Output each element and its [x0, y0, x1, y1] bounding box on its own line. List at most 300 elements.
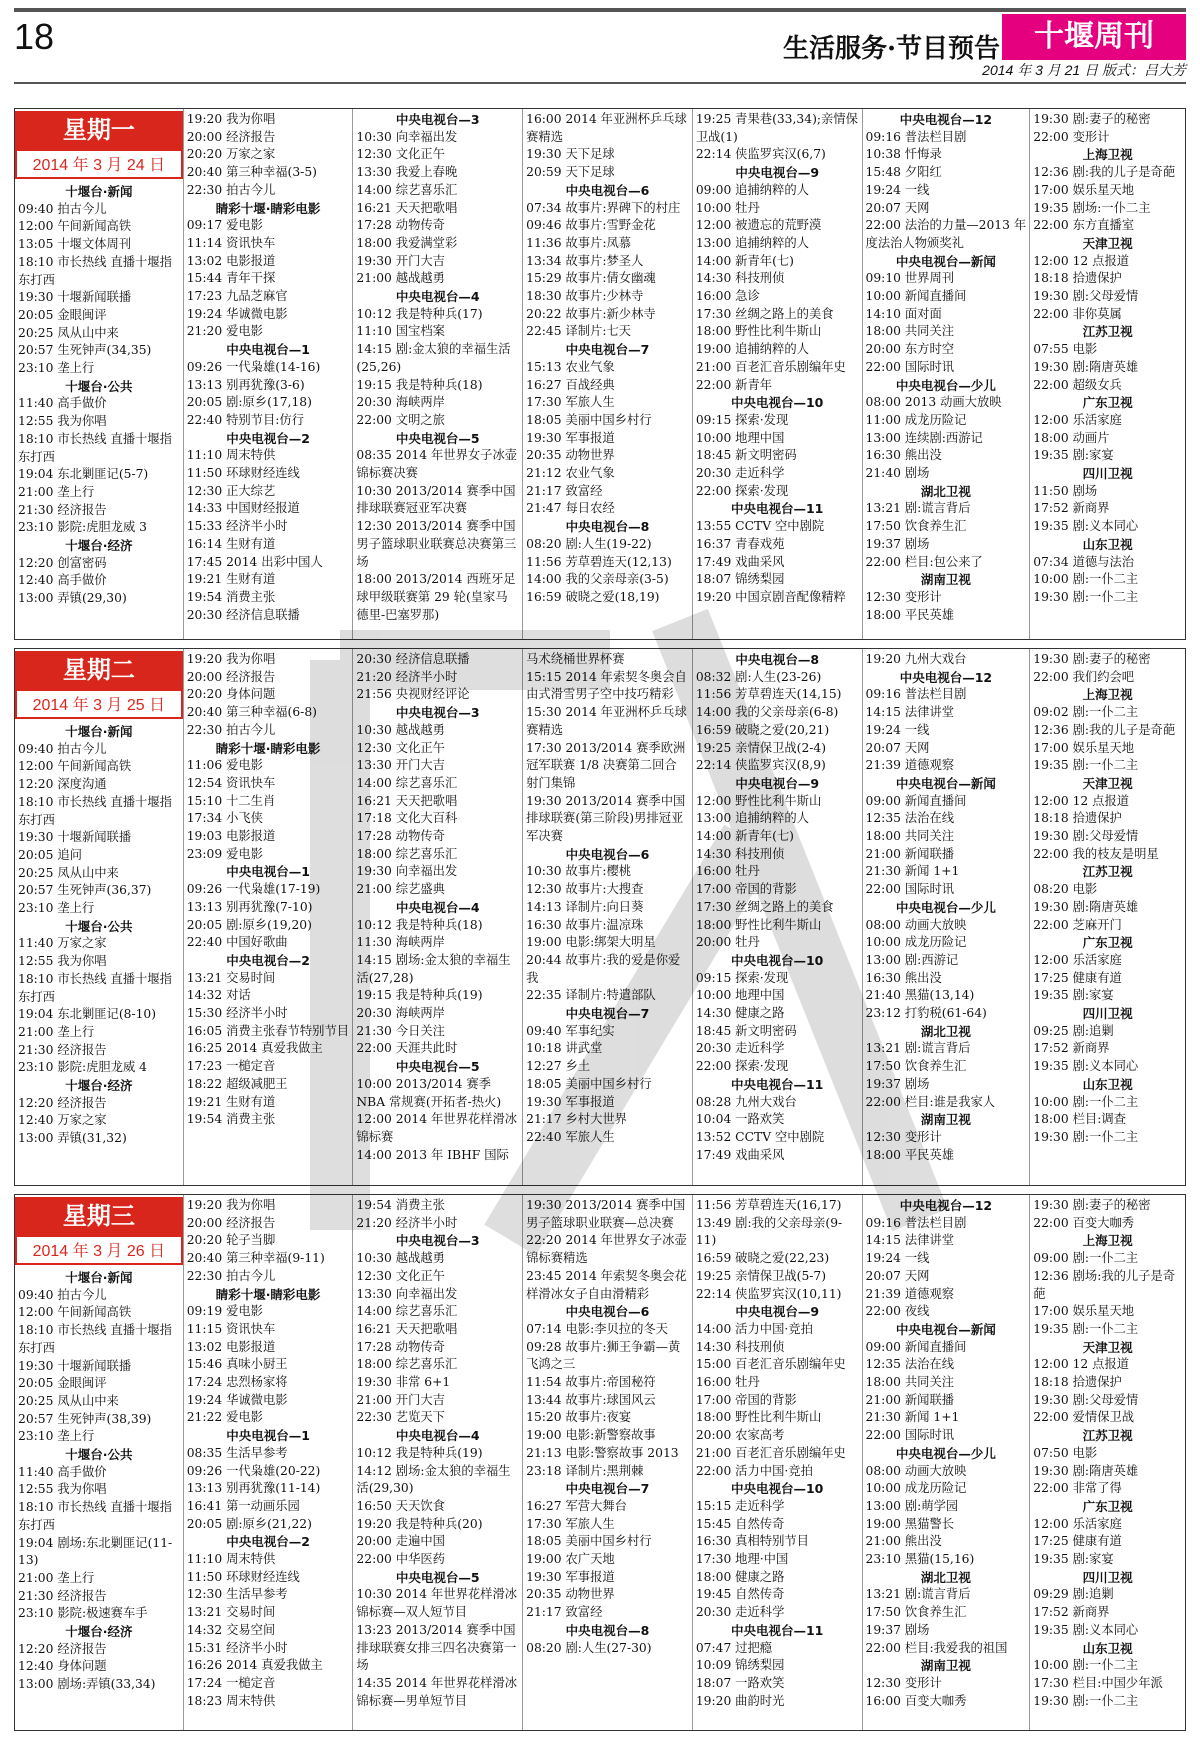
program-entry: 21:00 综艺盛典: [356, 882, 445, 897]
program-entry: 13:21 剧:谎言背后: [865, 1041, 971, 1056]
program-entry: 10:00 成龙历险记: [865, 1481, 967, 1496]
program-entry: 18:05 美丽中国乡村行: [526, 1076, 652, 1091]
program-entry: 18:10 市长热线 直播十堰指东打西: [18, 971, 172, 1004]
program-entry: 18:00 野性比利牛斯山: [695, 1410, 822, 1425]
channel-heading: 中央电视台—11: [730, 501, 824, 517]
program-entry: 15:20 故事片:夜宴: [526, 1410, 632, 1425]
program-entry: 10:00 牡丹: [695, 200, 760, 215]
program-entry: 10:12 我是特种兵(19): [356, 1445, 483, 1460]
program-entry: 10:00 剧:一仆二主: [1033, 1094, 1139, 1109]
program-entry: 20:05 剧:原乡(21,22): [186, 1516, 312, 1531]
program-entry: 09:00 剧:一仆二主: [1033, 1251, 1139, 1266]
program-entry: 12:00 野性比利牛斯山: [695, 793, 822, 808]
program-entry: 18:10 市长热线 直播十堰指东打西: [18, 1500, 172, 1532]
program-entry: 12:40 身体问题: [18, 1659, 107, 1674]
program-entry: 23:10 影院:虎胆龙威 4: [18, 1060, 148, 1075]
program-entry: 16:59 破晓之爱(20,21): [695, 722, 830, 737]
program-entry: 12:36 剧:我的儿子是奇葩: [1033, 165, 1176, 180]
program-entry: 14:12 剧场:金太狼的幸福生活(29,30): [356, 1463, 511, 1496]
program-entry: 14:35 2014 年世界花样滑冰锦标赛—男单短节目: [356, 1675, 518, 1708]
channel-heading: 十堰台·新闻: [65, 1270, 133, 1285]
program-entry: 08:35 2014 年世界女子冰壶锦标赛决赛: [356, 448, 518, 481]
program-entry: 17:30 2013/2014 赛季欧洲冠军联赛 1/8 决赛第二回合射门集锦: [526, 740, 686, 790]
program-entry: 22:40 特别节目:仿行: [186, 412, 304, 427]
program-entry: 18:00 综艺喜乐汇: [356, 1357, 458, 1372]
program-entry: 11:40 高手做价: [18, 1464, 107, 1479]
channel-heading: 中央电视台—5: [395, 1569, 480, 1585]
channel-heading: 天津卫视: [1082, 775, 1133, 791]
program-entry: 18:10 市长热线 直播十堰指东打西: [18, 254, 172, 287]
program-entry: 10:30 越战越勇: [356, 722, 445, 737]
program-entry: 20:05 金眼闽评: [18, 307, 107, 322]
program-entry: 22:00 探索·发现: [695, 483, 789, 498]
program-entry: 09:26 一代枭雄(14-16): [186, 359, 321, 374]
program-entry: 18:00 健康之路: [695, 1569, 785, 1584]
channel-heading: 中央电视台—8: [565, 1622, 650, 1638]
program-entry: 19:30 向幸福出发: [356, 864, 458, 879]
program-entry: 21:20 爱电影: [186, 324, 263, 339]
program-entry: 09:26 一代枭雄(17-19): [186, 882, 321, 897]
channel-heading: 中央电视台—2: [226, 952, 310, 968]
program-entry: 22:00 活力中国·竞拍: [695, 1463, 813, 1478]
program-entry: 12:20 经济报告: [18, 1641, 107, 1656]
program-entry: 18:00 共同关注: [865, 829, 955, 844]
program-entry: 20:05 剧:原乡(17,18): [186, 395, 312, 410]
program-entry: 22:00 我的枝友是明星: [1033, 846, 1159, 861]
program-entry: 15:46 真味小厨王: [186, 1357, 288, 1372]
program-entry: 15:15 2014 年索契冬奥会自由式滑雪男子空中技巧精彩: [526, 669, 687, 702]
program-entry: 19:30 2013/2014 赛季中国排球联赛(第三阶段)男排冠亚军决赛: [526, 793, 686, 844]
program-entry: 12:55 我为你唱: [18, 954, 107, 969]
program-entry: 14:15 法律讲堂: [865, 1233, 955, 1248]
program-entry: 11:30 海峡两岸: [356, 935, 445, 950]
program-entry: 22:00 百变大咖秀: [1033, 1215, 1135, 1230]
program-entry: 08:20 电影: [1033, 882, 1098, 897]
program-entry: 13:34 故事片:梦圣人: [526, 253, 644, 268]
program-entry: 08:00 动画大放映: [865, 1463, 967, 1478]
program-entry: 10:00 地理中国: [695, 988, 785, 1003]
program-entry: 20:30 走近科学: [695, 1605, 785, 1620]
program-entry: 20:00 经济报告: [186, 669, 276, 684]
program-entry: 17:18 文化大百科: [356, 811, 458, 826]
program-entry: 12:00 被遗忘的荒野漠: [695, 218, 822, 233]
program-entry: 17:30 丝绸之路上的美食: [695, 306, 834, 321]
program-entry: 20:30 海峡两岸: [356, 1006, 445, 1021]
program-entry: 19:35 剧:义本同心: [1033, 1622, 1139, 1637]
program-entry: 11:40 万家之家: [18, 936, 107, 951]
program-entry: 11:50 剧场: [1033, 483, 1098, 498]
schedule-column: [15, 649, 184, 1185]
program-entry: 09:26 一代枭雄(20-22): [186, 1463, 321, 1478]
program-entry: 12:00 乐活家庭: [1033, 1516, 1122, 1531]
program-entry: 19:30 剧:妻子的秘密: [1033, 112, 1151, 126]
program-entry: 17:52 新商界: [1033, 501, 1110, 516]
program-entry: 13:13 别再犹豫(11-14): [186, 1481, 321, 1496]
program-entry: 21:56 央视财经评论: [356, 687, 470, 702]
program-entry: 19:30 十堰新闻联播: [18, 830, 132, 845]
program-entry: 09:16 普法栏目剧: [865, 687, 967, 702]
channel-heading: 十堰台·公共: [65, 1447, 133, 1463]
program-entry: 08:00 动画大放映: [865, 917, 967, 932]
program-entry: 13:00 弄镇(29,30): [18, 591, 127, 606]
program-entry: 10:00 地理中国: [695, 430, 785, 445]
channel-heading: 中央电视台—新闻: [895, 1321, 996, 1337]
program-entry: 19:25 青果巷(33,34);亲情保卫战(1): [695, 112, 858, 144]
program-entry: 15:33 经济半小时: [186, 519, 288, 534]
channel-heading: 十堰台·公共: [65, 918, 133, 934]
program-entry: 12:40 高手做价: [18, 573, 107, 588]
program-entry: 09:28 故事片:狮王争霸—黄飞鸿之三: [526, 1339, 681, 1372]
program-entry: 19:21 生财有道: [186, 572, 276, 587]
program-entry: 12:36 剧:我的儿子是奇葩: [1033, 722, 1176, 737]
program-entry: 17:45 2014 出彩中国人: [186, 554, 323, 569]
program-entry: 15:15 走近科学: [695, 1498, 785, 1513]
program-entry: 11:15 资讯快车: [186, 1321, 276, 1336]
schedule-column: [693, 649, 863, 1185]
channel-heading: 中央电视台—9: [735, 165, 820, 181]
program-entry: 18:05 美丽中国乡村行: [526, 412, 652, 427]
program-entry: 09:02 剧:一仆二主: [1033, 705, 1139, 720]
program-entry: 07:14 电影:李贝拉的冬天: [526, 1321, 668, 1336]
program-entry: 22:40 中国好歌曲: [186, 935, 288, 950]
program-entry: 09:00 新闻直播间: [865, 793, 967, 808]
program-entry: 16:21 天天把歌唱: [356, 200, 458, 215]
program-entry: 14:00 我的父亲母亲(3-5): [526, 572, 669, 587]
program-entry: 20:00 牡丹: [695, 935, 760, 950]
program-entry: 14:32 交易空间: [186, 1622, 276, 1637]
program-entry: 12:30 文化正午: [356, 1268, 445, 1283]
program-entry: 21:00 垄上行: [18, 1570, 95, 1585]
channel-heading: 中央电视台—新闻: [895, 253, 996, 269]
program-entry: 12:30 文化正午: [356, 740, 445, 755]
dateline: 2014 年 3 月 21 日 版式：吕大芳: [982, 62, 1186, 78]
program-entry: 11:54 故事片:帝国秘符: [526, 1375, 656, 1390]
program-entry: 14:13 译制片:向日葵: [526, 899, 644, 914]
program-entry: 22:30 拍古今儿: [186, 1268, 276, 1283]
program-entry: 18:00 平民英雄: [865, 1147, 955, 1162]
channel-heading: 中央电视台—2: [226, 1534, 310, 1550]
program-entry: 18:05 美丽中国乡村行: [526, 1534, 652, 1549]
channel-heading: 中央电视台—5: [395, 430, 480, 446]
program-entry: 08:35 生活早参考: [186, 1445, 288, 1460]
day-block-monday: [14, 108, 1186, 640]
program-entry: 23:10 垄上行: [18, 361, 95, 376]
channel-heading: 山东卫视: [1082, 1076, 1133, 1092]
program-entry: 13:30 向幸福出发: [356, 1286, 458, 1301]
program-entry: 22:30 拍古今儿: [186, 722, 276, 737]
program-entry: 11:14 资讯快车: [186, 235, 276, 250]
program-entry: 22:00 非你莫属: [1033, 306, 1122, 321]
program-entry: 23:12 打豹税(61-64): [865, 1006, 987, 1021]
program-entry: 19:35 剧:义本同心: [1033, 1059, 1139, 1074]
program-entry: 14:00 新青年(七): [695, 253, 794, 268]
program-entry: 18:00 栏目:调查: [1033, 1112, 1126, 1127]
channel-heading: 中央电视台—9: [735, 775, 820, 791]
channel-heading: 广东卫视: [1082, 1498, 1133, 1514]
program-entry: 23:18 译制片:黑荆棘: [526, 1463, 644, 1478]
program-entry: 10:00 剧:一仆二主: [1033, 1658, 1139, 1673]
program-entry: 13:21 剧:谎言背后: [865, 1587, 971, 1602]
program-entry: 19:25 亲情保卫战(2-4): [695, 740, 827, 755]
program-entry: 17:28 动物传奇: [356, 829, 445, 844]
program-entry: 22:00 国际时讯: [865, 882, 955, 897]
program-entry: 20:00 走遍中国: [356, 1534, 445, 1549]
program-entry: 21:40 黑猫(13,14): [865, 988, 975, 1003]
program-entry: 20:57 生死钟声(36,37): [18, 883, 152, 898]
program-entry: 16:30 真相特别节目: [695, 1534, 809, 1549]
program-entry: 17:30 军旅人生: [526, 395, 615, 410]
weekday-date: 2014 年 3 月 26 日: [15, 1235, 183, 1265]
program-entry: 16:30 熊出没: [865, 448, 942, 463]
program-entry: 19:25 亲情保卫战(5-7): [695, 1268, 827, 1283]
program-entry: 19:54 消费主张: [186, 1112, 276, 1127]
program-entry: 17:28 动物传奇: [356, 1339, 445, 1354]
program-entry: 10:18 讲武堂: [526, 1041, 603, 1056]
program-entry: 20:30 海峡两岸: [356, 395, 445, 410]
program-entry: 21:00 新闻联播: [865, 1392, 955, 1407]
program-entry: 22:00 非常了得: [1033, 1481, 1122, 1496]
program-entry: 19:20 我为你唱: [186, 112, 276, 126]
program-entry: 18:00 野性比利牛斯山: [695, 324, 822, 339]
program-entry: 11:56 芳草碧连天(12,13): [526, 554, 672, 569]
program-entry: 19:20 中国京剧音配像精粹: [695, 589, 846, 604]
program-entry: 13:55 CCTV 空中剧院: [695, 519, 825, 534]
program-entry: 19:30 剧:一仆二主: [1033, 589, 1139, 604]
program-entry: 17:49 戏曲采风: [695, 1147, 785, 1162]
program-entry: 22:00 爱情保卫战: [1033, 1410, 1135, 1425]
program-entry: 11:50 环球财经连线: [186, 1569, 300, 1584]
program-entry: 07:47 过把瘾: [695, 1640, 773, 1655]
program-entry: 17:00 帝国的背影: [695, 1392, 797, 1407]
program-entry: 19:00 电影:绑架大明星: [526, 935, 656, 950]
channel-heading: 中央电视台—6: [565, 1304, 650, 1320]
channel-heading: 上海卫视: [1082, 147, 1133, 163]
program-entry: 14:15 剧:金太狼的幸福生活(25,26): [356, 342, 511, 374]
program-entry: 15:13 农业气象: [526, 359, 615, 374]
program-entry: 16:59 破晓之爱(22,23): [695, 1251, 830, 1266]
program-entry: 18:10 市长热线 直播十堰指东打西: [18, 1323, 172, 1355]
program-entry: 19:54 消费主张: [186, 589, 276, 604]
program-entry: 22:45 译制片:七天: [526, 324, 632, 339]
program-entry: 09:40 拍古今儿: [18, 201, 107, 216]
program-entry: 07:55 电影: [1033, 342, 1098, 357]
program-entry: 17:30 栏目:中国少年派: [1033, 1675, 1163, 1690]
program-entry: 19:35 剧:一仆二主: [1033, 758, 1139, 773]
program-entry: 19:00 电影:新警察故事: [526, 1428, 656, 1443]
program-entry: 18:00 野性比利牛斯山: [695, 917, 822, 932]
program-entry: 20:22 故事片:新少林寺: [526, 306, 656, 321]
program-entry: 13:00 追捕纳粹的人: [695, 811, 809, 826]
channel-heading: 中央电视台—少儿: [895, 1445, 996, 1461]
program-entry: 19:24 一线: [865, 182, 930, 197]
program-entry: 21:40 剧场: [865, 466, 930, 481]
program-entry: 18:22 超级减肥王: [186, 1076, 288, 1091]
program-entry: 08:32 剧:人生(23-26): [695, 669, 822, 684]
program-entry: 19:30 剧:一仆二主: [1033, 1129, 1139, 1144]
program-entry: 23:10 黑猫(15,16): [865, 1552, 975, 1567]
channel-heading: 湖南卫视: [920, 1658, 971, 1674]
channel-heading: 四川卫视: [1082, 466, 1133, 482]
program-entry: 14:00 新青年(七): [695, 829, 794, 844]
program-entry: 14:00 综艺喜乐汇: [356, 1304, 458, 1319]
program-entry: 14:30 科技刑侦: [695, 271, 785, 286]
program-entry: 10:30 向幸福出发: [356, 129, 458, 144]
program-entry: 12:00 午间新闻高铁: [18, 1305, 132, 1320]
program-entry: 10:30 2014 年世界花样滑冰锦标赛—双人短节目: [356, 1587, 518, 1620]
program-entry: 14:00 综艺喜乐汇: [356, 182, 458, 197]
program-entry: 15:10 十二生肖: [186, 793, 276, 808]
program-entry: 14:00 综艺喜乐汇: [356, 775, 458, 790]
program-entry: 16:00 百变大咖秀: [865, 1693, 967, 1708]
program-entry: 20:59 天下足球: [526, 165, 615, 180]
program-entry: 20:57 生死钟声(34,35): [18, 343, 152, 358]
program-entry: 19:30 天下足球: [526, 147, 615, 162]
program-entry: 19:30 剧:隋唐英雄: [1033, 1463, 1139, 1478]
program-entry: 11:50 环球财经连线: [186, 466, 300, 481]
program-entry: 22:30 艺览天下: [356, 1410, 445, 1425]
program-entry: 13:02 电影报道: [186, 1339, 276, 1354]
channel-heading: 山东卫视: [1082, 536, 1133, 552]
schedule-column: [353, 1195, 523, 1730]
program-entry: 13:13 别再犹豫(7-10): [186, 899, 313, 914]
schedule-column: [1030, 1195, 1185, 1730]
program-entry: 15:48 夕阳红: [865, 165, 942, 180]
program-entry: 19:35 剧:一仆二主: [1033, 1321, 1139, 1336]
program-entry: 19:03 电影报道: [186, 829, 276, 844]
program-entry: 22:14 侠监罗宾汉(10,11): [695, 1286, 842, 1301]
channel-heading: 睛彩十堰·睛彩电影: [215, 740, 321, 756]
channel-heading: 中央电视台—10: [730, 395, 824, 411]
program-entry: 21:00 新闻联播: [865, 846, 955, 861]
channel-heading: 中央电视台—8: [735, 652, 820, 667]
program-entry: 19:24 华诚微电影: [186, 306, 288, 321]
program-entry: 17:34 小飞侠: [186, 811, 263, 826]
program-entry: 20:00 经济报告: [186, 1215, 276, 1230]
program-entry: 18:45 新文明密码: [695, 1023, 797, 1038]
program-entry: 19:37 剧场: [865, 1076, 930, 1091]
program-entry: 23:45 2014 年索契冬奥会花样滑冰女子自由滑精彩: [526, 1268, 687, 1301]
program-entry: 22:00 栏目:包公来了: [865, 554, 983, 569]
program-entry: 12:30 生活早参考: [186, 1587, 288, 1602]
channel-heading: 中央电视台—4: [395, 899, 480, 915]
program-entry: 10:09 锦绣梨园: [695, 1658, 785, 1673]
program-entry: 09:00 追捕纳粹的人: [695, 182, 809, 197]
program-entry: 13:21 交易时间: [186, 970, 276, 985]
program-entry: 11:40 高手做价: [18, 396, 107, 411]
schedule-column: [863, 1195, 1031, 1730]
program-entry: 19:04 东北剿匪记(8-10): [18, 1007, 157, 1022]
program-entry: 19:30 军事报道: [526, 1569, 615, 1584]
program-entry: 11:00 成龙历险记: [865, 412, 967, 427]
program-entry: 14:30 科技刑侦: [695, 1339, 785, 1354]
program-entry: 23:10 垄上行: [18, 901, 95, 916]
program-entry: 23:09 爱电影: [186, 846, 263, 861]
channel-heading: 中央电视台—1: [226, 864, 310, 880]
program-entry: 21:30 经济报告: [18, 1588, 107, 1603]
program-entry: 13:00 剧:萌学园: [865, 1498, 959, 1513]
program-entry: 22:00 栏目:谁是我家人: [865, 1094, 996, 1109]
channel-heading: 中央电视台—7: [565, 342, 650, 358]
program-entry: 21:30 新闻 1+1: [865, 864, 960, 879]
schedule-column: [1030, 649, 1185, 1185]
program-entry: 10:30 越战越勇: [356, 1251, 445, 1266]
program-entry: 18:18 拾遗保护: [1033, 811, 1122, 826]
program-entry: 18:00 平民英雄: [865, 607, 955, 622]
channel-heading: 山东卫视: [1082, 1640, 1133, 1656]
program-entry: 14:00 活力中国·竞拍: [695, 1321, 813, 1336]
program-entry: 20:25 凤从山中来: [18, 1393, 119, 1408]
channel-heading: 中央电视台—7: [565, 1006, 650, 1022]
program-entry: 20:20 轮子当脚: [186, 1233, 276, 1248]
program-entry: 13:21 交易时间: [186, 1605, 276, 1620]
channel-heading: 中央电视台—1: [226, 342, 310, 358]
program-entry: 16:00 牡丹: [695, 864, 760, 879]
program-entry: 18:10 市长热线 直播十堰指东打西: [18, 431, 172, 464]
program-entry: 14:00 我的父亲母亲(6-8): [695, 705, 839, 720]
program-entry: 22:14 侠监罗宾汉(8,9): [695, 758, 826, 773]
program-entry: 13:00 连续剧:西游记: [865, 430, 983, 445]
program-entry: 21:47 每日农经: [526, 501, 615, 516]
program-entry: 17:23 九品芝麻官: [186, 289, 288, 304]
program-entry: 20:30 走近科学: [695, 1041, 785, 1056]
channel-heading: 中央电视台—少儿: [895, 377, 996, 393]
program-entry: 19:24 一线: [865, 1251, 930, 1266]
program-entry: 13:52 CCTV 空中剧院: [695, 1129, 825, 1144]
program-entry: 10:00 剧:一仆二主: [1033, 572, 1139, 587]
program-entry: 20:07 天网: [865, 740, 930, 755]
weekday-date: 2014 年 3 月 24 日: [15, 149, 183, 179]
program-entry: 15:30 2014 年亚洲杯乒乓球赛精选: [526, 705, 687, 737]
program-entry: 21:13 电影:警察故事 2013: [526, 1445, 679, 1460]
program-entry: 21:20 经济半小时: [356, 669, 458, 684]
program-entry: 22:00 芝麻开门: [1033, 917, 1122, 932]
channel-heading: 湖北卫视: [920, 1023, 971, 1039]
program-entry: 21:39 道德观察: [865, 758, 955, 773]
channel-heading: 中央电视台—11: [730, 1622, 824, 1638]
schedule-column: [15, 109, 184, 639]
schedule-columns: [15, 109, 1185, 639]
channel-heading: 中央电视台—12: [899, 112, 993, 127]
program-entry: 19:15 我是特种兵(19): [356, 988, 483, 1003]
program-entry: 22:00 栏目:我爱我的祖国: [865, 1640, 1008, 1655]
program-entry: 18:00 2013/2014 西班牙足球甲级联赛第 29 轮(皇家马德里-巴塞罗那): [356, 572, 516, 622]
program-entry: 21:00 开门大吉: [356, 1392, 445, 1407]
program-entry: 17:00 娱乐星天地: [1033, 1304, 1135, 1319]
program-entry: 14:15 法律讲堂: [865, 705, 955, 720]
program-entry: 19:35 剧:义本同心: [1033, 519, 1139, 534]
program-entry: 18:00 综艺喜乐汇: [356, 846, 458, 861]
weekday-name: 星期一: [15, 111, 183, 149]
program-entry: 17:30 丝绸之路上的美食: [695, 899, 834, 914]
program-entry: 16:26 2014 真爱我做主: [186, 1658, 323, 1673]
program-entry: 16:05 消费主张春节特别节目: [186, 1023, 350, 1038]
program-entry: 14:32 对话: [186, 988, 251, 1003]
program-entry: 19:30 剧:隋唐英雄: [1033, 359, 1139, 374]
program-entry: 21:17 乡村大世界: [526, 1112, 627, 1127]
program-entry: 12:30 文化正午: [356, 147, 445, 162]
program-entry: 19:20 九州大戏台: [865, 652, 967, 666]
program-entry: 22:00 夜线: [865, 1304, 930, 1319]
channel-heading: 中央电视台—12: [899, 669, 993, 685]
program-entry: 19:24 华诚微电影: [186, 1392, 288, 1407]
program-entry: 16:30 熊出没: [865, 970, 942, 985]
channel-heading: 广东卫视: [1082, 935, 1133, 951]
program-entry: 21:22 爱电影: [186, 1410, 263, 1425]
day-label: [15, 651, 183, 719]
program-entry: 09:25 剧:追剿: [1033, 1023, 1114, 1038]
program-entry: 17:00 娱乐星天地: [1033, 182, 1135, 197]
schedule-column: [353, 649, 523, 1185]
